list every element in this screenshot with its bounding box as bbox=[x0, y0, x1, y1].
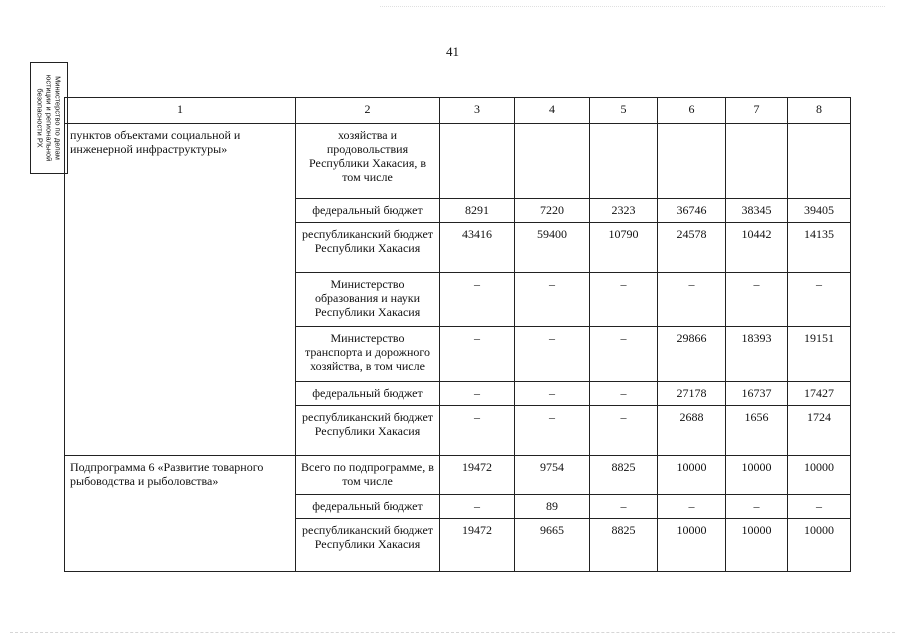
funding-source-cell: хозяйства и продовольствия Республики Хакасия, в том числе bbox=[296, 124, 440, 199]
scan-artifact-bottom bbox=[10, 632, 895, 634]
value-cell: 9665 bbox=[515, 519, 590, 572]
value-cell bbox=[440, 124, 515, 199]
value-cell: 43416 bbox=[440, 223, 515, 273]
value-cell: – bbox=[590, 327, 658, 382]
column-header: 1 bbox=[65, 98, 296, 124]
column-header: 5 bbox=[590, 98, 658, 124]
value-cell bbox=[788, 124, 851, 199]
value-cell: 14135 bbox=[788, 223, 851, 273]
value-cell: – bbox=[515, 273, 590, 327]
value-cell bbox=[726, 124, 788, 199]
value-cell: 10000 bbox=[726, 456, 788, 495]
value-cell bbox=[590, 124, 658, 199]
value-cell: 39405 bbox=[788, 199, 851, 223]
value-cell: 24578 bbox=[658, 223, 726, 273]
value-cell: – bbox=[440, 273, 515, 327]
value-cell: 18393 bbox=[726, 327, 788, 382]
value-cell bbox=[515, 124, 590, 199]
funding-source-cell: федеральный бюджет bbox=[296, 199, 440, 223]
value-cell: – bbox=[440, 406, 515, 456]
table-row bbox=[65, 124, 851, 199]
value-cell: 10790 bbox=[590, 223, 658, 273]
page-number: 41 bbox=[446, 44, 459, 59]
value-cell: – bbox=[788, 495, 851, 519]
value-cell: – bbox=[590, 382, 658, 406]
value-cell: 10000 bbox=[788, 519, 851, 572]
column-header: 4 bbox=[515, 98, 590, 124]
value-cell: 27178 bbox=[658, 382, 726, 406]
value-cell: 17427 bbox=[788, 382, 851, 406]
value-cell: – bbox=[590, 406, 658, 456]
value-cell: 38345 bbox=[726, 199, 788, 223]
value-cell: – bbox=[590, 273, 658, 327]
value-cell: 10000 bbox=[726, 519, 788, 572]
funding-source-cell: Министерство образования и науки Республики Хакасия bbox=[296, 273, 440, 327]
value-cell: 16737 bbox=[726, 382, 788, 406]
value-cell: – bbox=[726, 495, 788, 519]
column-header: 6 bbox=[658, 98, 726, 124]
value-cell: 2688 bbox=[658, 406, 726, 456]
value-cell: 7220 bbox=[515, 199, 590, 223]
value-cell: – bbox=[726, 273, 788, 327]
value-cell: 19151 bbox=[788, 327, 851, 382]
value-cell: 8291 bbox=[440, 199, 515, 223]
value-cell: 19472 bbox=[440, 519, 515, 572]
value-cell: – bbox=[788, 273, 851, 327]
value-cell: – bbox=[515, 327, 590, 382]
value-cell: – bbox=[515, 382, 590, 406]
table-row bbox=[65, 456, 851, 495]
value-cell: 29866 bbox=[658, 327, 726, 382]
value-cell: 10000 bbox=[788, 456, 851, 495]
budget-table bbox=[64, 97, 851, 572]
funding-source-cell: федеральный бюджет bbox=[296, 495, 440, 519]
stamp-text: Министерство по делам юстиции и региональной безопасности РХ bbox=[35, 74, 63, 162]
value-cell: 10442 bbox=[726, 223, 788, 273]
value-cell: 8825 bbox=[590, 456, 658, 495]
column-header: 3 bbox=[440, 98, 515, 124]
value-cell: – bbox=[440, 382, 515, 406]
column-header: 8 bbox=[788, 98, 851, 124]
funding-source-cell: федеральный бюджет bbox=[296, 382, 440, 406]
registration-stamp bbox=[30, 62, 68, 174]
value-cell: 2323 bbox=[590, 199, 658, 223]
value-cell: – bbox=[658, 495, 726, 519]
value-cell: 10000 bbox=[658, 519, 726, 572]
program-name-cell: пунктов объектами социальной и инженерной инфраструктуры» bbox=[65, 124, 296, 456]
value-cell: 19472 bbox=[440, 456, 515, 495]
value-cell: 59400 bbox=[515, 223, 590, 273]
table-header-row bbox=[65, 98, 851, 124]
funding-source-cell: Министерство транспорта и дорожного хозяйства, в том числе bbox=[296, 327, 440, 382]
value-cell: – bbox=[440, 495, 515, 519]
column-header: 2 bbox=[296, 98, 440, 124]
funding-source-cell: Всего по подпрограмме, в том числе bbox=[296, 456, 440, 495]
funding-source-cell: республиканский бюджет Республики Хакасия bbox=[296, 223, 440, 273]
value-cell: 36746 bbox=[658, 199, 726, 223]
value-cell: 8825 bbox=[590, 519, 658, 572]
value-cell: – bbox=[440, 327, 515, 382]
funding-source-cell: республиканский бюджет Республики Хакасия bbox=[296, 406, 440, 456]
funding-source-cell: республиканский бюджет Республики Хакасия bbox=[296, 519, 440, 572]
value-cell: 9754 bbox=[515, 456, 590, 495]
value-cell: 1656 bbox=[726, 406, 788, 456]
value-cell bbox=[658, 124, 726, 199]
value-cell: – bbox=[515, 406, 590, 456]
value-cell: 10000 bbox=[658, 456, 726, 495]
value-cell: – bbox=[658, 273, 726, 327]
program-name-cell: Подпрограмма 6 «Развитие товарного рыбоводства и рыболовства» bbox=[65, 456, 296, 572]
value-cell: 1724 bbox=[788, 406, 851, 456]
value-cell: 89 bbox=[515, 495, 590, 519]
value-cell: – bbox=[590, 495, 658, 519]
scan-artifact-top bbox=[380, 6, 885, 8]
column-header: 7 bbox=[726, 98, 788, 124]
